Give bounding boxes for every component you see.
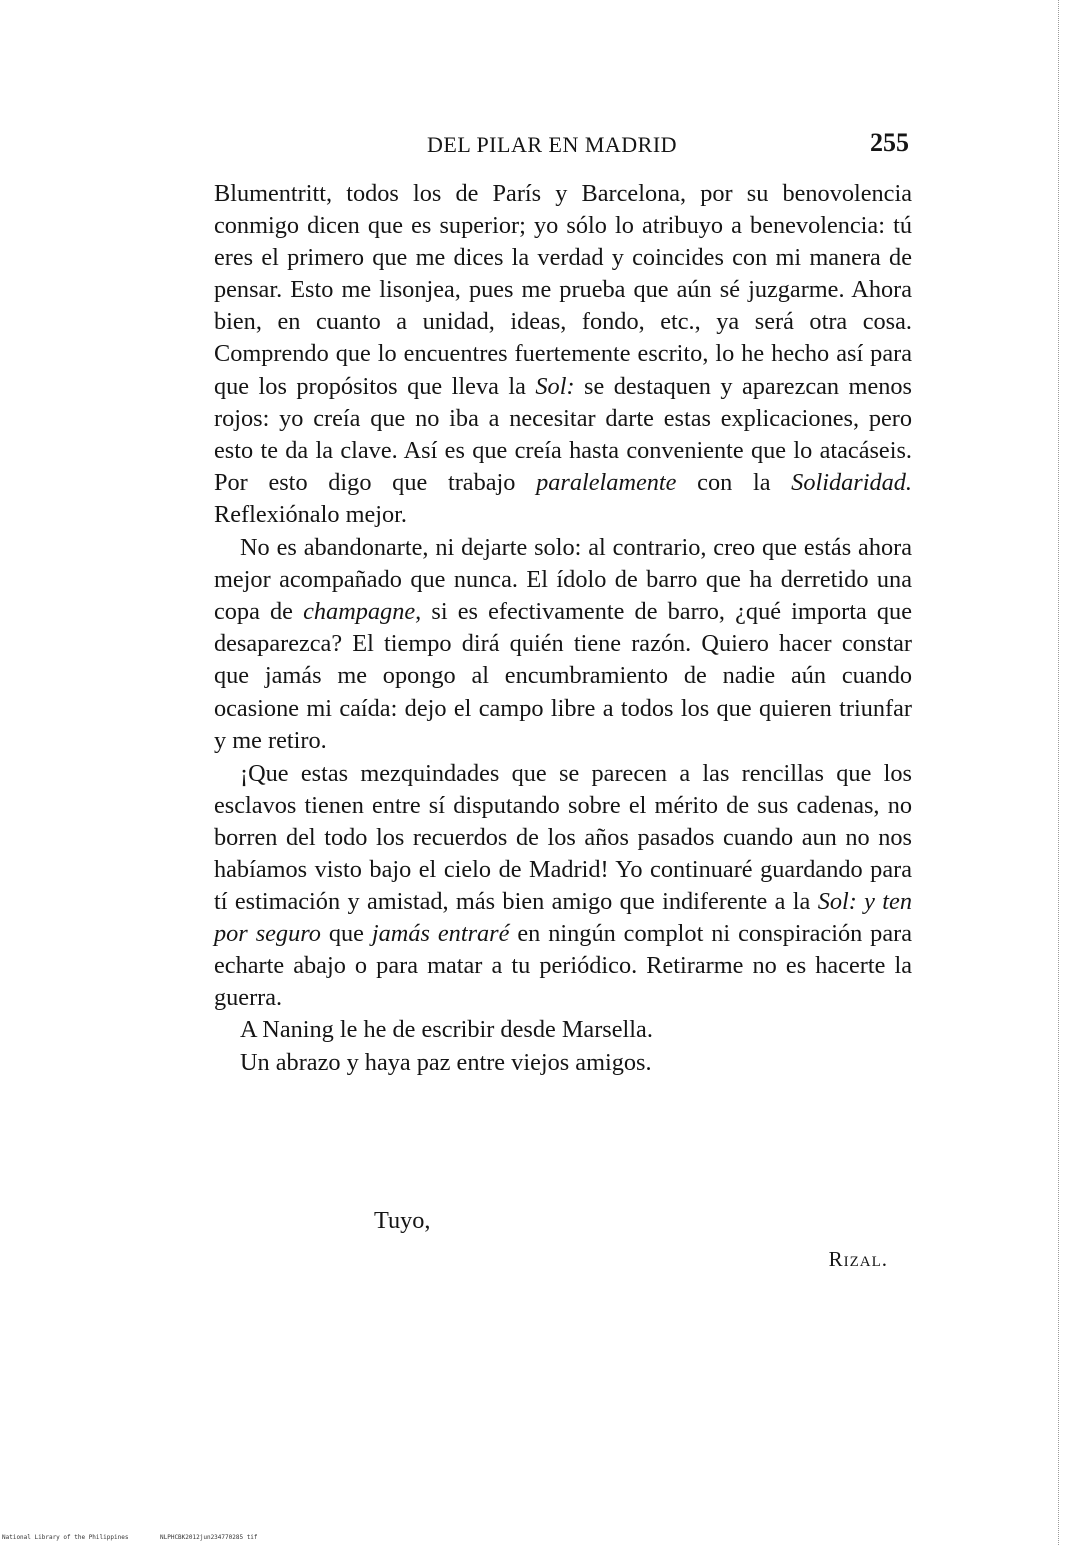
paragraph-1: Blumentritt, todos los de París y Barcelona, por su benovolencia conmigo dicen que es superior; yo sólo lo atribuyo a benevolencia: tú eres el primero que me dices la verdad y coincides con mi manera de pensar. Esto me lisonjea, pues me prueba que aún sé juzgarme. Ahora bien, en cuanto a unidad, ideas, fondo, etc., ya será otra cosa. Comprendo que lo encuentres fuertemente escrito, lo he hecho así para que los propósitos que lleva la Sol: se destaquen y aparezcan menos rojos: yo creía que no iba a necesitar darte estas explicaciones, pero esto te da la clave. Así es que creía hasta conveniente que lo atacáseis. Por esto digo que trabajo paralelamente con la Solidaridad. Reflexiónalo mejor. (214, 180, 912, 528)
letter-signature: Rizal. (828, 1247, 888, 1271)
running-head: DEL PILAR EN MADRID (427, 132, 678, 157)
letter-closing: Tuyo, (374, 1207, 431, 1234)
paragraph-5: Un abrazo y haya paz entre viejos amigos. (240, 1048, 652, 1076)
page-edge-marks (1056, 0, 1059, 1545)
scan-footer-filename: NLPHCBK2012jun234770285 tif (160, 1534, 258, 1541)
paragraph-2: No es abandonarte, ni dejarte solo: al contrario, creo que estás ahora mejor acompañado que nunca. El ídolo de barro que ha derretido una copa de champagne, si es efectivamente de barro, ¿qué importa que desaparezca? El tiempo dirá quién tiene razón. Quiero hacer constar que jamás me opongo al encumbramiento de nadie aún cuando ocasione mi caída: dejo el campo libre a todos los que quieren triunfar y me retiro. (214, 534, 912, 754)
paragraph-4: A Naning le he de escribir desde Marsella. (240, 1016, 653, 1044)
paragraph-3: ¡Que estas mezquindades que se parecen a las rencillas que los esclavos tienen entre sí disputando sobre el mérito de sus cadenas, no borren del todo los recuerdos de los años pasados cuando aun no nos habíamos visto bajo el cielo de Madrid! Yo continuaré guardando para tí estimación y amistad, más bien amigo que indiferente a la Sol: y ten por seguro que jamás entraré en ningún complot ni conspiración para echarte abajo o para matar a tu periódico. Retirarme no es hacerte la guerra. (214, 759, 912, 1012)
page-header (213, 128, 913, 162)
body-text (214, 178, 912, 1079)
page-number: 255 (870, 128, 909, 157)
scan-footer-library: National Library of the Philippines (2, 1534, 129, 1541)
